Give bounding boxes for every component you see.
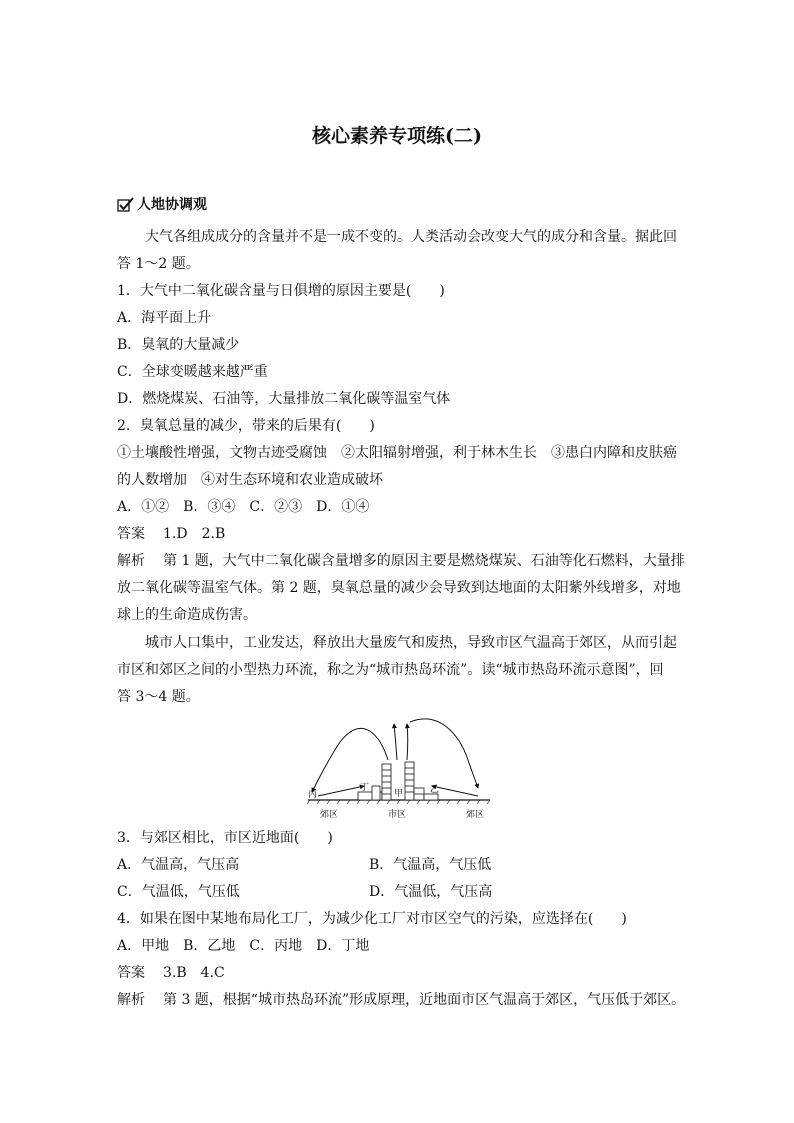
q3-option-d: D．气温低，气压高 bbox=[369, 884, 493, 900]
left-rising-arrow bbox=[394, 724, 397, 760]
right-descending-arrow bbox=[410, 719, 478, 788]
label-suburb-left: 郊区 bbox=[320, 810, 339, 820]
answer-label: 答案 bbox=[117, 965, 145, 981]
q3-option-b: B．气温高，气压低 bbox=[369, 857, 492, 873]
answer-text: 3.B 4.C bbox=[163, 965, 225, 981]
label-jia: 甲 bbox=[394, 789, 404, 799]
q1-option-a: A．海平面上升 bbox=[117, 310, 212, 326]
urban-heat-island-diagram bbox=[300, 716, 495, 824]
intro2-line1: 城市人口集中，工业发达，释放出大量废气和废热，导致市区气温高于郊区，从而引起 bbox=[145, 635, 677, 651]
analysis-1-line3: 球上的生命造成伤害。 bbox=[117, 607, 257, 623]
label-bing: 丙 bbox=[308, 790, 318, 800]
analysis-label: 解析 bbox=[117, 553, 145, 569]
q2-options: A．①② B．③④ C．②③ D．①④ bbox=[117, 499, 370, 515]
checkbox-checked-icon bbox=[117, 197, 134, 213]
q1-stem: 1．大气中二氧化碳含量与日俱增的原因主要是( ) bbox=[117, 283, 445, 299]
section-heading bbox=[117, 196, 207, 214]
analysis-label: 解析 bbox=[117, 992, 145, 1008]
label-ding: 丁 bbox=[360, 783, 370, 793]
answer-text: 1.D 2.B bbox=[163, 526, 226, 542]
analysis-1-line1 bbox=[117, 552, 685, 570]
intro1-line2: 答 1～2 题。 bbox=[117, 256, 200, 272]
q1-option-c: C．全球变暖越来越严重 bbox=[117, 364, 268, 380]
left-ground-arrow bbox=[318, 786, 364, 796]
answer-2 bbox=[117, 964, 679, 982]
q1-option-b: B．臭氧的大量减少 bbox=[117, 337, 240, 353]
analysis-1-line2: 放二氧化碳等温室气体。第 2 题，臭氧总量的减少会导致到达地面的太阳紫外线增多，对地 bbox=[117, 580, 681, 596]
q3-option-c: C．气温低，气压低 bbox=[117, 884, 240, 900]
analysis-text: 第 1 题，大气中二氧化碳含量增多的原因主要是燃烧煤炭、石油等化石燃料，大量排 bbox=[163, 553, 685, 569]
q2-items-line2: 的人数增加 ④对生态环境和农业造成破坏 bbox=[117, 472, 383, 488]
right-rising-arrow bbox=[407, 724, 408, 760]
intro2-line2: 市区和郊区之间的小型热力环流，称之为“城市热岛环流”。读“城市热岛环流示意图”，回 bbox=[117, 662, 664, 678]
intro2-line3: 答 3～4 题。 bbox=[117, 689, 200, 705]
left-descending-arrow bbox=[312, 728, 388, 792]
label-yi: 乙 bbox=[430, 785, 440, 795]
label-suburb-right: 郊区 bbox=[466, 810, 485, 820]
intro1-line1: 大气各组成成分的含量并不是一成不变的。人类活动会改变大气的成分和含量。据此回 bbox=[145, 229, 677, 245]
q2-stem: 2．臭氧总量的减少，带来的后果有( ) bbox=[117, 418, 375, 434]
q1-option-d: D．燃烧煤炭、石油等，大量排放二氧化碳等温室气体 bbox=[117, 391, 451, 407]
analysis-text: 第 3 题，根据“城市热岛环流”形成原理，近地面市区气温高于郊区，气压低于郊区。 bbox=[163, 992, 686, 1008]
q4-options: A．甲地 B．乙地 C．丙地 D．丁地 bbox=[117, 938, 370, 954]
analysis-2-line1 bbox=[117, 991, 686, 1009]
q2-items-line1: ①土壤酸性增强，文物古迹受腐蚀 ②太阳辐射增强，利于林木生长 ③患白内障和皮肤癌 bbox=[117, 445, 677, 461]
q3-option-a: A．气温高，气压高 bbox=[117, 857, 240, 873]
q4-stem: 4．如果在图中某地布局化工厂，为减少化工厂对市区空气的污染，应选择在( ) bbox=[117, 911, 627, 927]
section-label: 人地协调观 bbox=[137, 197, 207, 213]
answer-1 bbox=[117, 525, 679, 543]
answer-label: 答案 bbox=[117, 526, 145, 542]
label-city: 市区 bbox=[388, 810, 407, 820]
q3-stem: 3．与郊区相比，市区近地面( ) bbox=[117, 830, 333, 846]
page-title: 核心素养专项练(二) bbox=[312, 125, 482, 147]
